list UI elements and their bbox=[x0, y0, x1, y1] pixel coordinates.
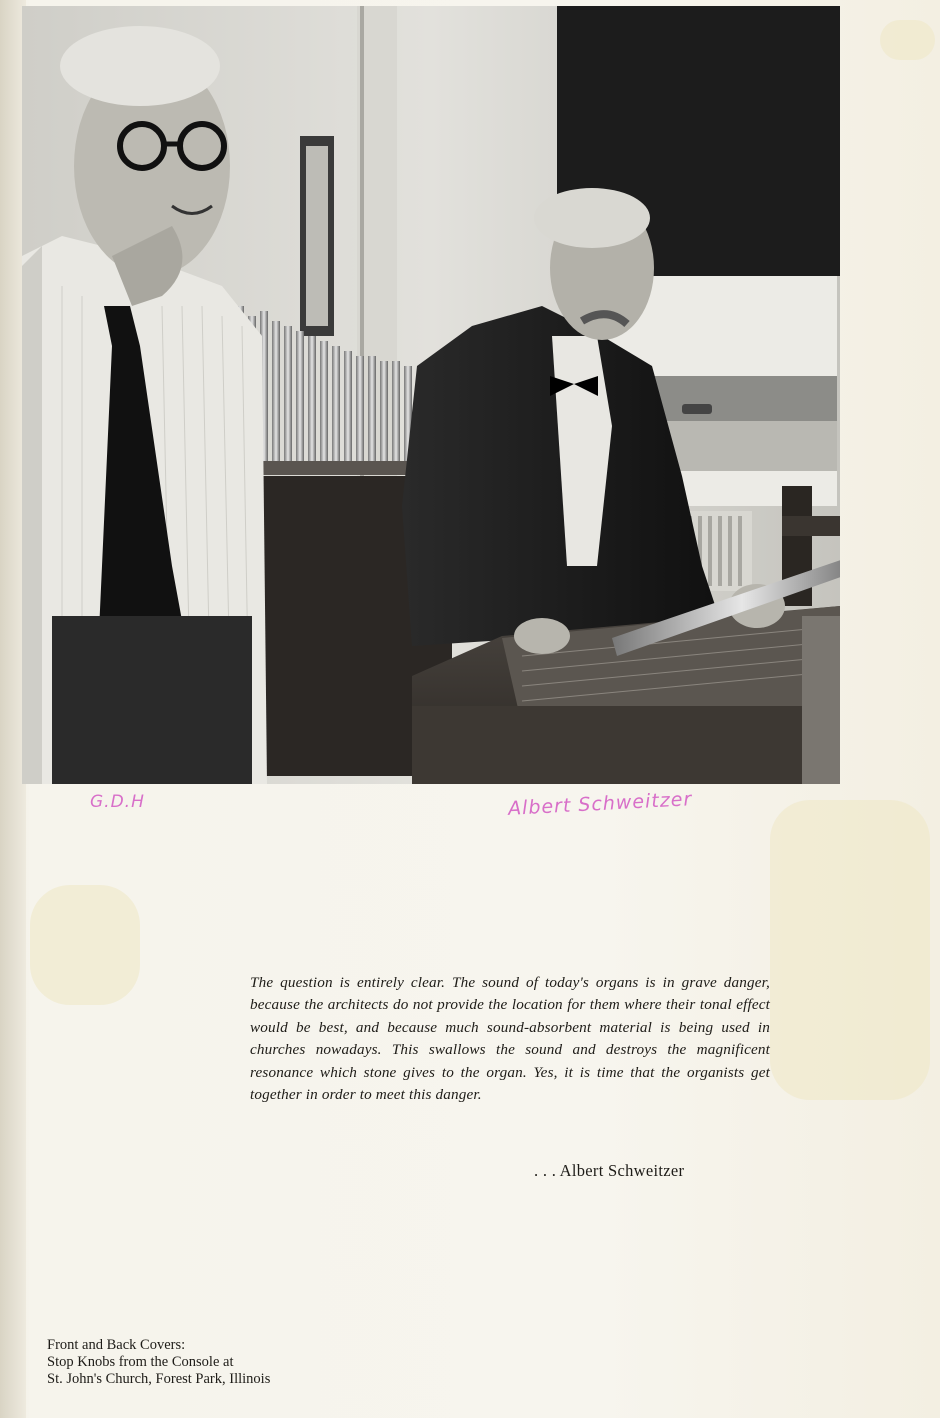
paper-stain bbox=[770, 800, 930, 1100]
caption-line: Front and Back Covers: bbox=[47, 1337, 186, 1353]
paper-stain bbox=[880, 20, 935, 60]
photograph-two-men-organ-pipes-icon bbox=[22, 6, 840, 784]
caption-line: St. John's Church, Forest Park, Illinois bbox=[47, 1371, 271, 1387]
photograph bbox=[22, 6, 840, 784]
quote-text: The question is entirely clear. The sound of today's organs is in grave danger, because the architects do not provide the location for them where their tonal effect would be best, and because much sound-absorbent material is being used in churches nowadays. This swallows the sound and destroys the magnificent resonance which stone gives to the organ. Yes, it is time that the organists get together in order to meet this danger. bbox=[250, 974, 770, 1104]
quote-attribution: . . . Albert Schweitzer bbox=[534, 1161, 685, 1180]
caption-line: Stop Knobs from the Console at bbox=[47, 1354, 234, 1370]
cover-caption bbox=[47, 1337, 270, 1388]
paper-stain bbox=[30, 885, 140, 1005]
handwritten-signature: Albert Schweitzer bbox=[507, 788, 693, 820]
handwritten-initials: G.D.H bbox=[90, 792, 145, 812]
